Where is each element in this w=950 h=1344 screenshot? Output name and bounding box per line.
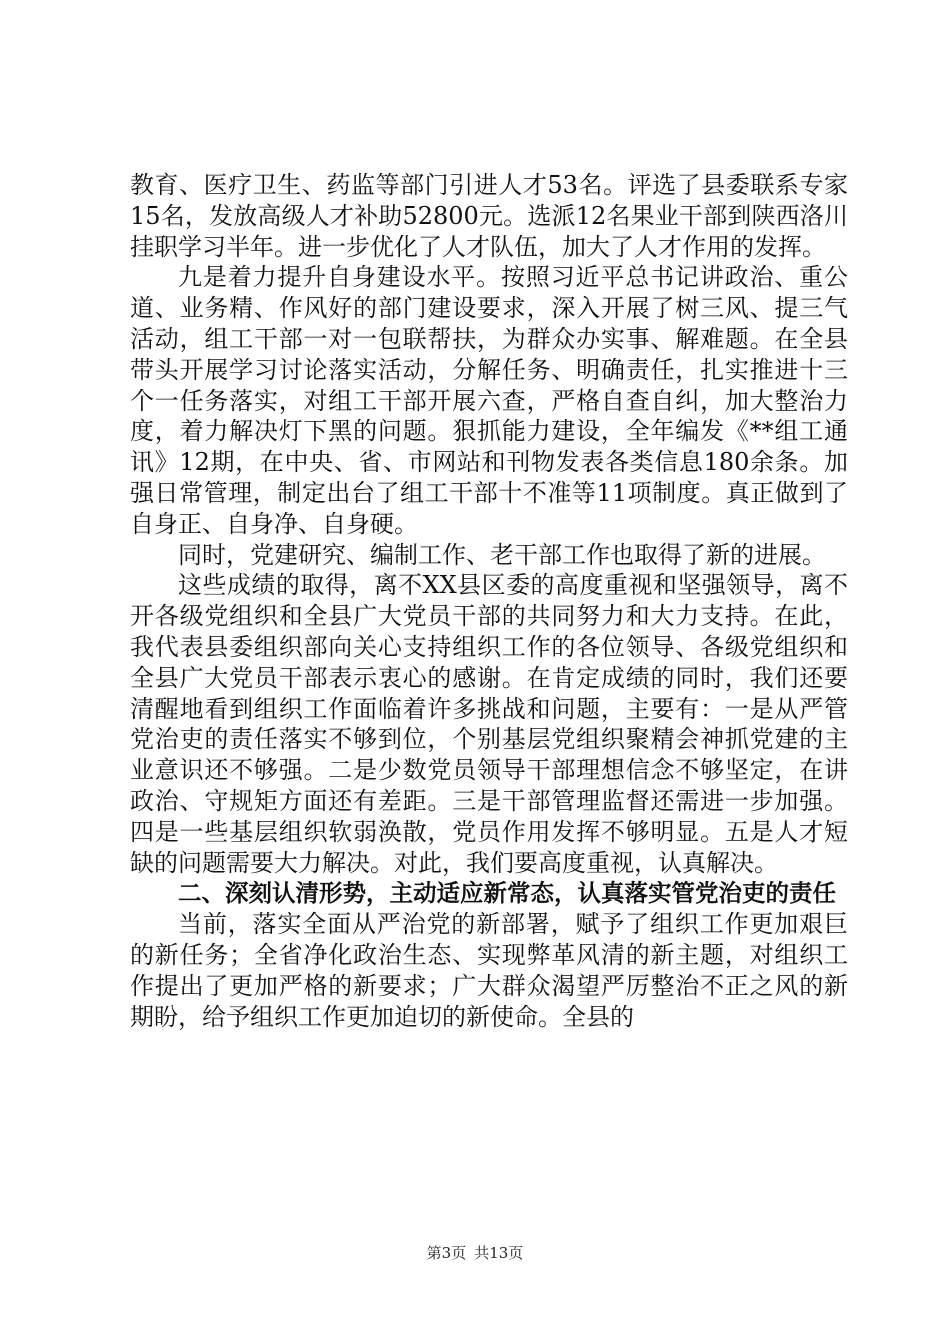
page-number: 第3页 bbox=[426, 1244, 467, 1262]
paragraph-talent-introduction: 教育、医疗卫生、药监等部门引进人才53名。评选了县委联系专家15名，发放高级人才补助52800元。选派12名果业干部到陕西洛川挂职学习半年。进一步优化了人才队伍，加大了人才作用的发挥。 bbox=[130, 171, 848, 261]
paragraph-achievements-problems: 这些成绩的取得，离不XX县区委的高度重视和坚强领导，离不开各级党组织和全县广大党员干部的共同努力和大力支持。在此，我代表县委组织部向关心支持组织工作的各位领导、各级党组织和全县广大党员干部表示衷心的感谢。在肯定成绩的同时，我们还要清醒地看到组织工作面临着许多挑战和问题，主要有：一是从严管党治吏的责任落实不够到位，个别基层党组织聚精会神抓党建的主业意识还不够强。二是少数党员领导干部理想信念不够坚定，在讲政治、守规矩方面还有差距。三是干部管理监督还需进一步加强。四是一些基层组织软弱涣散，党员作用发挥不够明显。五是人才短缺的问题需要大力解决。对此，我们要高度重视，认真解决。 bbox=[130, 571, 848, 877]
paragraph-current-situation: 当前，落实全面从严治党的新部署，赋予了组织工作更加艰巨的新任务；全省净化政治生态、实现弊革风清的新主题，对组织工作提出了更加严格的新要求；广大群众渴望严厉整治不正之风的新期盼，给予组织工作更加迫切的新使命。全县的 bbox=[130, 910, 848, 1031]
section-heading: 二、深刻认清形势，主动适应新常态，认真落实管党治吏的责任 bbox=[178, 879, 836, 908]
page-total: 共13页 bbox=[474, 1244, 524, 1262]
document-body bbox=[130, 170, 848, 1032]
page-footer bbox=[0, 1243, 950, 1263]
paragraph-other-progress: 同时，党建研究、编制工作、老干部工作也取得了新的进展。 bbox=[178, 540, 826, 569]
paragraph-self-construction: 九是着力提升自身建设水平。按照习近平总书记讲政治、重公道、业务精、作风好的部门建设要求，深入开展了树三风、提三气活动，组工干部一对一包联帮扶，为群众办实事、解难题。在全县带头开展学习讨论落实活动，分解任务、明确责任，扎实推进十三个一任务落实，对组工干部开展六查，严格自查自纠，加大整治力度，着力解决灯下黑的问题。狠抓能力建设，全年编发《**组工通讯》12期，在中央、省、市网站和刊物发表各类信息180余条。加强日常管理，制定出台了组工干部十不准等11项制度。真正做到了自身正、自身净、自身硬。 bbox=[130, 263, 848, 538]
